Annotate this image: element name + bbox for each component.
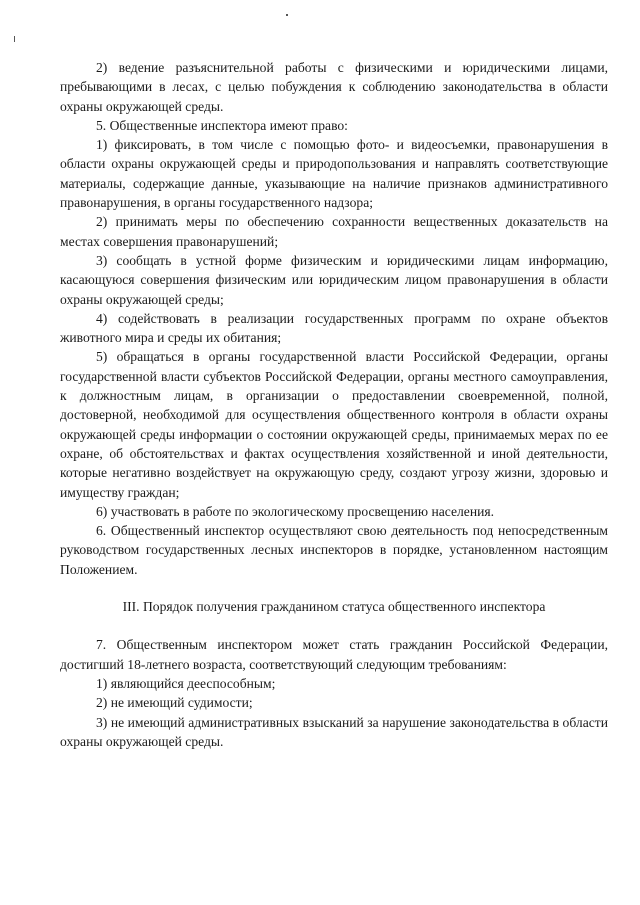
section-heading: III. Порядок получения гражданином статуса общественного инспектора — [122, 599, 546, 615]
paragraph-requirement-3: 3) не имеющий административных взысканий за нарушение законодательства в области охраны окружающей среды. — [60, 714, 608, 749]
paragraph-requirement-2: 2) не имеющий судимости; — [96, 695, 253, 711]
paragraph-requirement-1: 1) являющийся дееспособным; — [96, 675, 276, 691]
document-page — [60, 58, 608, 751]
paragraph-right-2: 2) принимать меры по обеспечению сохранности вещественных доказательств на местах совершения правонарушений; — [60, 214, 608, 249]
scan-artifact — [286, 14, 288, 16]
paragraph-right-6: 6) участвовать в работе по экологическому просвещению населения. — [96, 503, 495, 519]
paragraph-right-4: 4) содействовать в реализации государственных программ по охране объектов животного мира и среды их обитания; — [60, 310, 608, 346]
paragraph-clause-7: 7. Общественным инспектором может стать гражданин Российской Федерации, достигший 18-летнего возраста, соответствующий следующим требованиям: — [60, 637, 608, 672]
paragraph-right-3: 3) сообщать в устной форме физическим и юридическими лицам информацию, касающуюся совершения физическим или юридическим лицом правонарушения в области охраны окружающей среды; — [60, 252, 608, 307]
scan-artifact — [14, 36, 15, 42]
paragraph-right-1: 1) фиксировать, в том числе с помощью фото- и видеосъемки, правонарушения в области охраны окружающей среды и природопользования и направлять соответствующие материалы, содержащие данные, указывающие на наличие признаков административного правонарушения, в органы государственного надзора; — [60, 137, 608, 211]
paragraph-rights-intro: 5. Общественные инспектора имеют право: — [96, 117, 348, 133]
paragraph-right-5: 5) обращаться в органы государственной власти Российской Федерации, органы государственной власти субъектов Российской Федерации, органы местного самоуправления, к должностным лицам, в организации о предоставлении своевременной, полной, достоверной, необходимой для осуществления общественного контроля в области охраны окружающей среды информации о состоянии окружающей среды, принимаемых мерах по ее охране, об обстоятельствах и фактах осуществления хозяйственной и иной деятельности, которые негативно воздействует на окружающую среду, создают угрозу жизни, здоровью и имуществу граждан; — [60, 349, 608, 500]
paragraph-clause-6: 6. Общественный инспектор осуществляют свою деятельность под непосредственным руководством государственных лесных инспекторов в порядке, установленном настоящим Положением. — [60, 523, 608, 577]
paragraph-duty-2: 2) ведение разъяснительной работы с физическими и юридическими лицами, пребывающими в лесах, с целью побуждения к соблюдению законодательства в области охраны окружающей среды. — [60, 60, 608, 114]
